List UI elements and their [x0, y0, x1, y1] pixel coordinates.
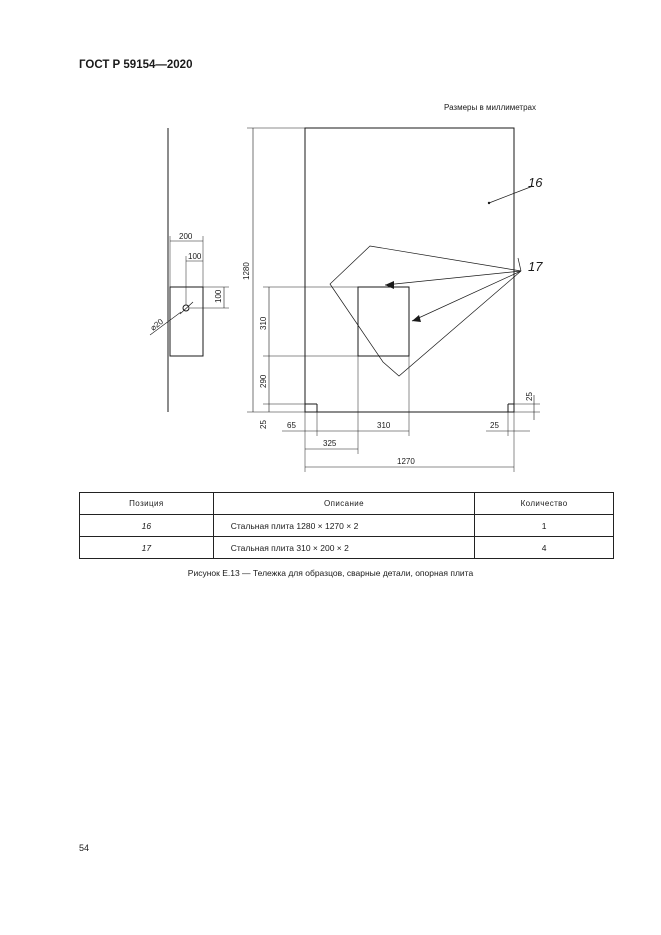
table-row [80, 515, 614, 537]
dim-foot-right-width: 25 [490, 421, 499, 430]
dim-side-width: 200 [179, 232, 193, 241]
cell-position: 16 [80, 515, 214, 537]
parts-table [79, 492, 614, 559]
figure-caption: Рисунок Е.13 — Тележка для образцов, сварные детали, опорная плита [187, 568, 474, 578]
dim-plate-width: 310 [377, 421, 391, 430]
table-header-row [80, 493, 614, 515]
cell-quantity: 1 [475, 515, 614, 537]
callout-17: 17 [528, 259, 543, 274]
page-number: 54 [79, 843, 90, 853]
header-quantity: Количество [475, 493, 614, 515]
table-row [80, 537, 614, 559]
dim-hole-diameter: ⌀20 [148, 317, 166, 333]
callout-16: 16 [528, 175, 543, 190]
dim-foot-left-offset: 65 [287, 421, 296, 430]
header-position: Позиция [80, 493, 214, 515]
side-plate [170, 287, 203, 356]
dim-plate-left-offset: 325 [323, 439, 337, 448]
cell-position: 17 [80, 537, 214, 559]
small-plate [358, 287, 409, 356]
dim-plate-height: 310 [259, 316, 268, 330]
dim-height-total: 1280 [242, 262, 251, 280]
header-description: Описание [213, 493, 474, 515]
dim-foot-height-right: 25 [525, 392, 534, 401]
units-note: Размеры в миллиметрах [444, 103, 536, 112]
document-header: ГОСТ Р 59154—2020 [79, 59, 193, 71]
cell-description: Стальная плита 310 × 200 × 2 [213, 537, 474, 559]
dim-hole-horizontal: 100 [188, 252, 202, 261]
dim-foot-height: 25 [259, 420, 268, 429]
cell-quantity: 4 [475, 537, 614, 559]
cell-description: Стальная плита 1280 × 1270 × 2 [213, 515, 474, 537]
main-plate [305, 128, 514, 412]
dim-plate-bottom-offset: 290 [259, 374, 268, 388]
dim-hole-vertical: 100 [214, 289, 223, 303]
dim-width-total: 1270 [397, 457, 415, 466]
